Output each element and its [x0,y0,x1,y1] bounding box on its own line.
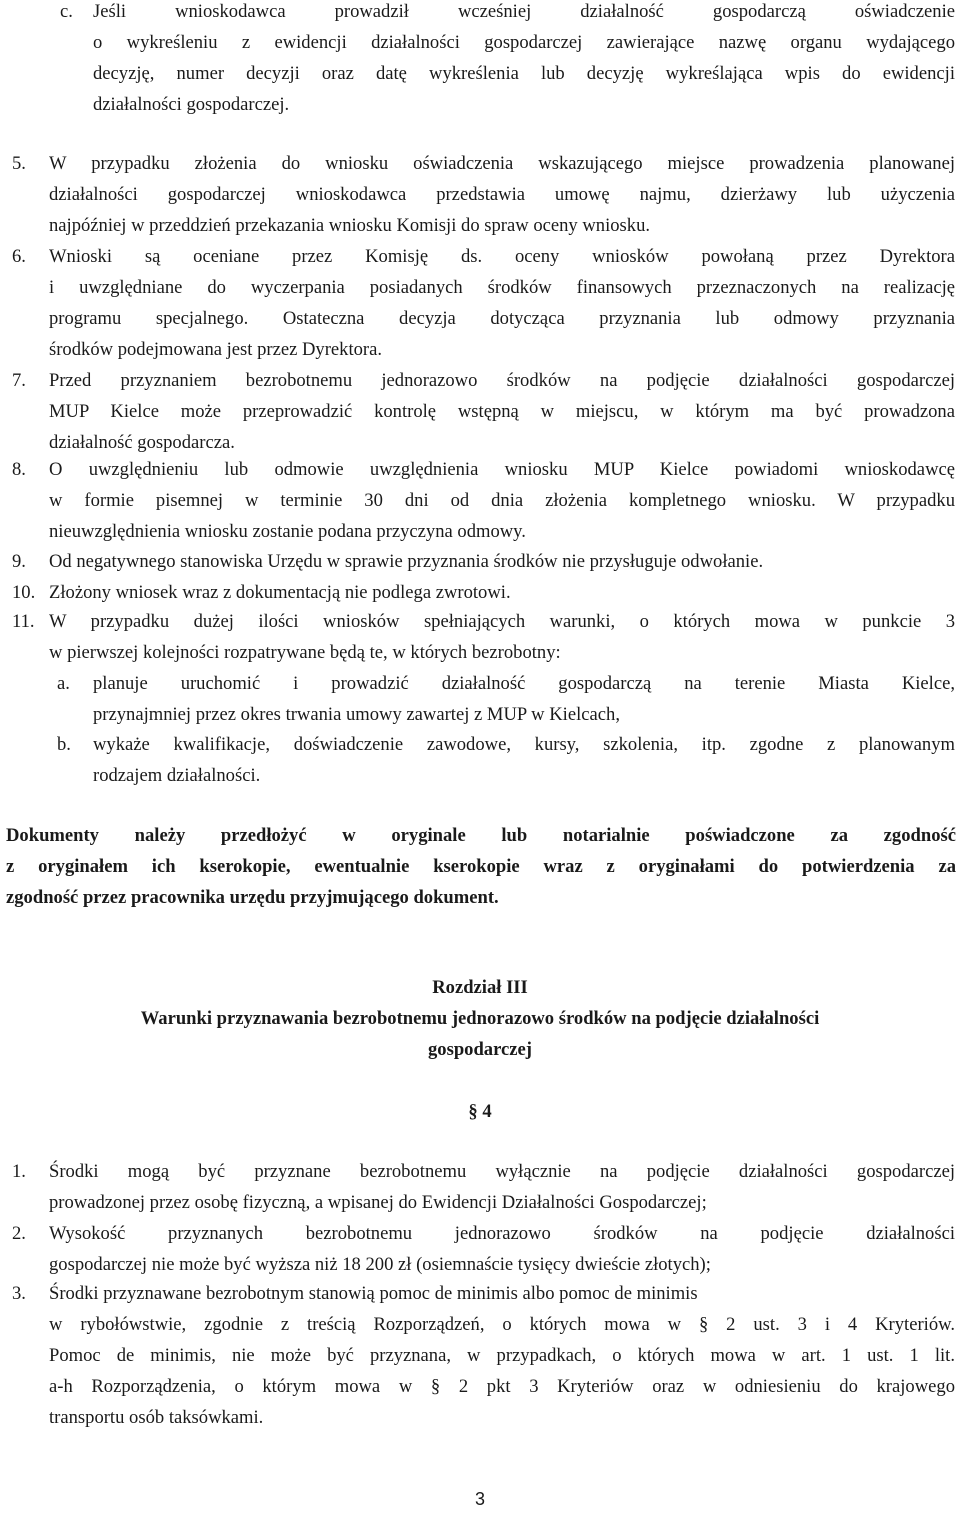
sublist-item [93,729,955,791]
text-line: Środki przyznawane bezrobotnym stanowią pomoc de minimis albo pomoc de minimis [49,1283,698,1304]
list-number: 7. [12,370,26,391]
list-item [49,241,955,365]
list-item [49,1278,955,1433]
list-item [49,365,955,458]
section-mark: § 4 [468,1101,492,1122]
text-line: przynajmniej przez okres trwania umowy zawartej z MUP w Kielcach, [93,704,620,725]
page-number: 3 [474,1489,485,1509]
list-item [49,606,955,668]
list-item [49,577,955,608]
text-line: z oryginałem ich kserokopie, ewentualnie kserokopie wraz z oryginałami do potwierdzenia za [6,856,956,877]
text-line: w formie pisemnej w terminie 30 dni od dnia złożenia kompletnego wniosku. W przypadku [49,490,955,511]
text-line: działalność gospodarcza. [49,432,235,453]
text-line: działalności gospodarczej. [93,94,290,115]
text-line: Wysokość przyznanych bezrobotnemu jednorazowo środków na podjęcie działalności [49,1223,955,1244]
text-line: Środki mogą być przyznane bezrobotnemu wyłącznie na podjęcie działalności gospodarczej [49,1161,955,1182]
text-line: W przypadku dużej ilości wniosków spełniających warunki, o których mowa w punkcie 3 [49,611,955,632]
list-number: 3. [12,1283,26,1304]
text-line: działalności gospodarczej wnioskodawca przedstawia umowę najmu, dzierżawy lub użyczenia [49,184,955,205]
text-line: MUP Kielce może przeprowadzić kontrolę wstępną w miejscu, w którym ma być prowadzona [49,401,955,422]
chapter-title: Rozdział III [432,977,528,998]
text-line: środków podejmowana jest przez Dyrektora. [49,339,383,360]
text-line: w rybołówstwie, zgodnie z treścią Rozporządzeń, o których mowa w § 2 ust. 3 i 4 Kryteriów. [49,1314,955,1335]
chapter-subtitle-line: Warunki przyznawania bezrobotnemu jednorazowo środków na podjęcie działalności [140,1008,820,1029]
list-number: 11. [12,611,35,632]
text-line: o wykreśleniu z ewidencji działalności gospodarczej zawierające nazwę organu wydającego [93,32,955,53]
sublist-item [93,668,955,730]
list-label-c: c. [60,1,73,22]
list-number: 10. [12,582,36,603]
text-line: prowadzonej przez osobę fizyczną, a wpisanej do Ewidencji Działalności Gospodarczej; [49,1192,707,1213]
text-line: Złożony wniosek wraz z dokumentacją nie podlega zwrotowi. [49,582,511,603]
text-line: nieuwzględnienia wniosku zostanie podana przyczyna odmowy. [49,521,526,542]
text-line: Wnioski są oceniane przez Komisję ds. oceny wniosków powołaną przez Dyrektora [49,246,955,267]
list-label-a: a. [57,673,70,694]
text-line: Od negatywnego stanowiska Urzędu w sprawie przyznania środków nie przysługuje odwołanie. [49,551,764,572]
text-line: a-h Rozporządzenia, o którym mowa w § 2 pkt 3 Kryteriów oraz w odniesieniu do krajowego [49,1376,955,1397]
list-number: 1. [12,1161,26,1182]
text-line: i uwzględniane do wyczerpania posiadanych środków finansowych przeznaczonych na realizację [49,277,955,298]
list-number: 6. [12,246,26,267]
text-line: rodzajem działalności. [93,765,261,786]
list-item [49,1156,955,1218]
list-item [49,546,955,577]
text-line: programu specjalnego. Ostateczna decyzja dotycząca przyznania lub odmowy przyznania [49,308,955,329]
text-line: decyzję, numer decyzji oraz datę wykreślenia lub decyzję wykreślająca wpis do ewidencji [93,63,955,84]
text-line: Przed przyznaniem bezrobotnemu jednorazowo środków na podjęcie działalności gospodarczej [49,370,955,391]
documents-notice [6,820,956,913]
list-item [49,1218,955,1280]
chapter-heading [0,972,960,1065]
list-number: 5. [12,153,26,174]
text-line: Jeśli wnioskodawca prowadził wcześniej działalność gospodarczą oświadczenie [93,1,955,22]
list-label-b: b. [57,734,71,755]
text-line: gospodarczej nie może być wyższa niż 18 200 zł (osiemnaście tysięcy dwieście złotych); [49,1254,711,1275]
list-item-c [93,0,955,120]
text-line: wykaże kwalifikacje, doświadczenie zawodowe, kursy, szkolenia, itp. zgodne z planowanym [93,734,955,755]
text-line: w pierwszej kolejności rozpatrywane będą te, w których bezrobotny: [49,642,561,663]
text-line: Dokumenty należy przedłożyć w oryginale lub notarialnie poświadczone za zgodność [6,825,956,846]
list-number: 2. [12,1223,26,1244]
list-number: 8. [12,459,26,480]
text-line: zgodność przez pracownika urzędu przyjmującego dokument. [6,887,499,908]
text-line: planuje uruchomić i prowadzić działalność gospodarczą na terenie Miasta Kielce, [93,673,955,694]
text-line: Pomoc de minimis, nie może być przyznana, w przypadkach, o których mowa w art. 1 ust. 1 lit. [49,1345,955,1366]
list-item [49,148,955,241]
text-line: W przypadku złożenia do wniosku oświadczenia wskazującego miejsce prowadzenia planowanej [49,153,955,174]
list-item [49,454,955,547]
list-number: 9. [12,551,26,572]
chapter-subtitle-line: gospodarczej [428,1039,532,1060]
text-line: O uwzględnieniu lub odmowie uwzględnienia wniosku MUP Kielce powiadomi wnioskodawcę [49,459,955,480]
text-line: transportu osób taksówkami. [49,1407,264,1428]
text-line: najpóźniej w przeddzień przekazania wniosku Komisji do spraw oceny wniosku. [49,215,651,236]
